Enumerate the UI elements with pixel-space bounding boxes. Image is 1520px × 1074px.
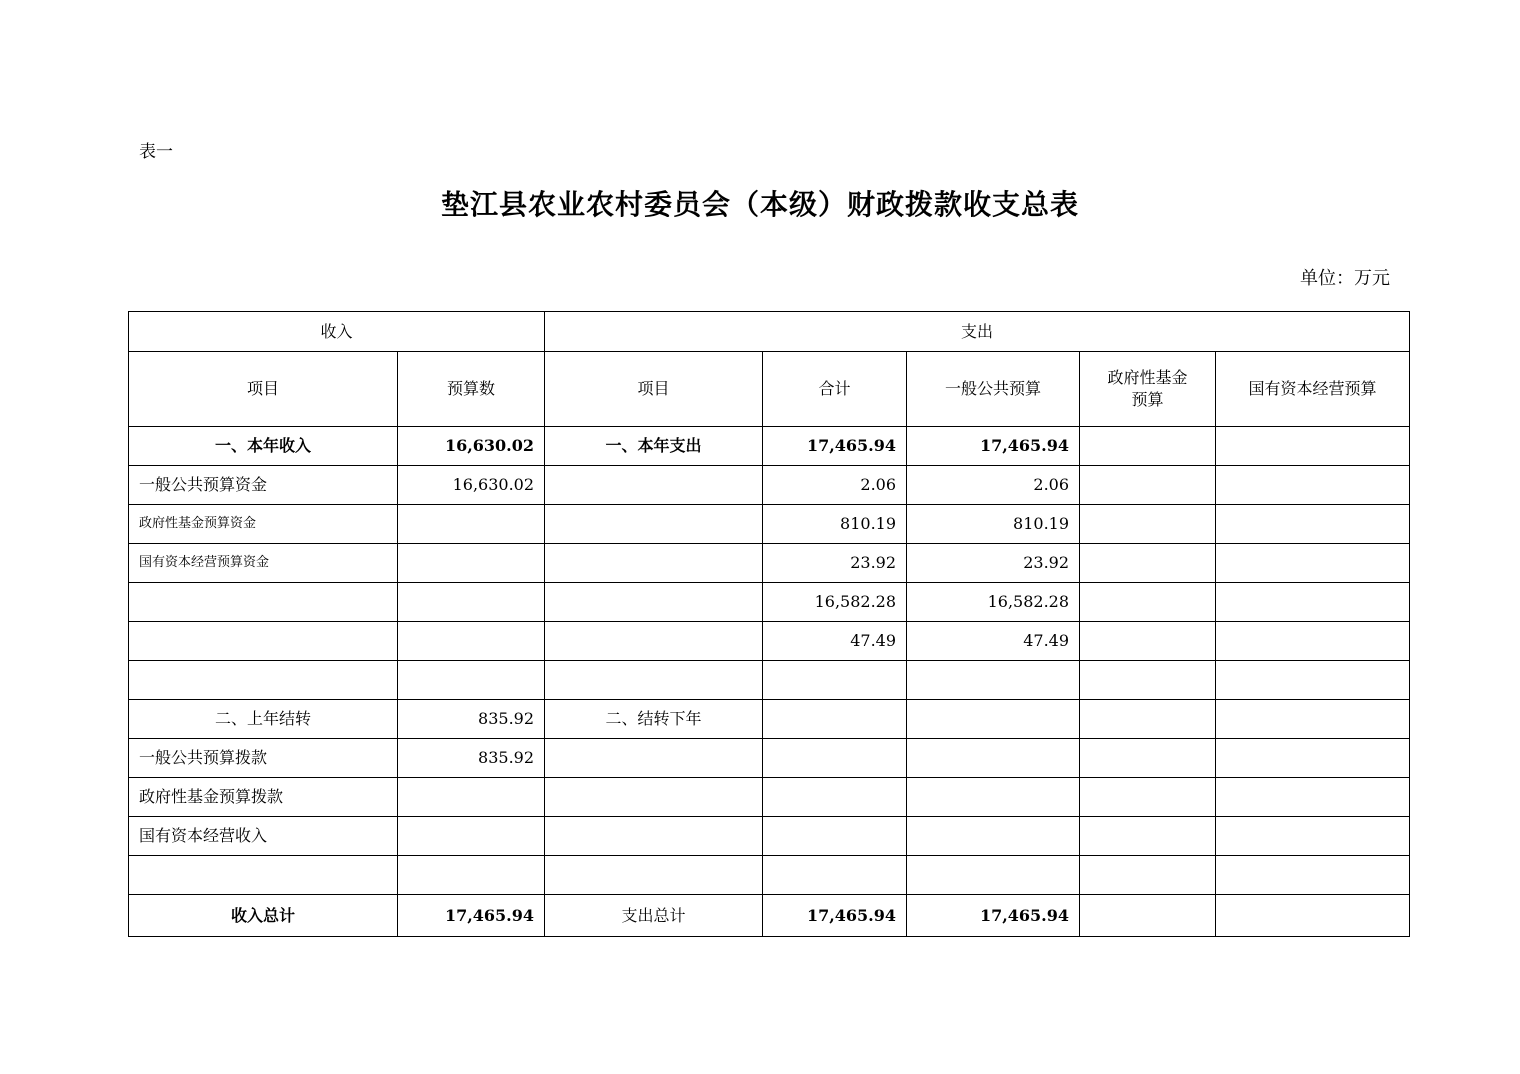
total-amount <box>763 856 907 895</box>
total-amount: 23.92 <box>763 544 907 583</box>
table-row <box>129 622 1410 661</box>
col-income-budget: 预算数 <box>398 352 545 427</box>
table-row <box>129 466 1410 505</box>
capital-amount <box>1216 739 1410 778</box>
expense-item: 二、结转下年 <box>545 700 763 739</box>
income-item <box>129 661 398 700</box>
fund-amount <box>1080 661 1216 700</box>
table-row <box>129 583 1410 622</box>
income-amount <box>398 583 545 622</box>
income-amount <box>398 778 545 817</box>
income-item: 政府性基金预算拨款 <box>129 778 398 817</box>
income-item: 国有资本经营预算资金 <box>129 544 398 583</box>
general-amount <box>907 700 1080 739</box>
table-label: 表一 <box>139 142 173 162</box>
income-amount <box>398 505 545 544</box>
income-total-label: 收入总计 <box>129 895 398 937</box>
col-general-public: 一般公共预算 <box>907 352 1080 427</box>
capital-amount <box>1216 505 1410 544</box>
total-amount <box>763 817 907 856</box>
expense-item <box>545 817 763 856</box>
total-amount: 810.19 <box>763 505 907 544</box>
col-total: 合计 <box>763 352 907 427</box>
general-amount: 17,465.94 <box>907 427 1080 466</box>
budget-summary-table <box>128 311 1410 937</box>
group-header-row <box>129 312 1410 352</box>
expense-item <box>545 661 763 700</box>
totals-row <box>129 895 1410 937</box>
expense-item <box>545 505 763 544</box>
general-amount: 47.49 <box>907 622 1080 661</box>
fund-amount <box>1080 583 1216 622</box>
capital-amount <box>1216 778 1410 817</box>
income-item: 二、上年结转 <box>129 700 398 739</box>
total-amount: 16,582.28 <box>763 583 907 622</box>
fund-amount <box>1080 856 1216 895</box>
capital-amount <box>1216 583 1410 622</box>
income-item: 政府性基金预算资金 <box>129 505 398 544</box>
expense-item <box>545 778 763 817</box>
table-row <box>129 817 1410 856</box>
expense-total-label: 支出总计 <box>545 895 763 937</box>
general-amount <box>907 778 1080 817</box>
table-row <box>129 544 1410 583</box>
income-amount: 16,630.02 <box>398 466 545 505</box>
table-row <box>129 661 1410 700</box>
total-amount <box>763 739 907 778</box>
income-item <box>129 622 398 661</box>
total-amount: 17,465.94 <box>763 427 907 466</box>
capital-amount <box>1216 622 1410 661</box>
page-title: 垫江县农业农村委员会（本级）财政拨款收支总表 <box>440 188 1079 221</box>
general-amount <box>907 661 1080 700</box>
fund-amount <box>1080 505 1216 544</box>
capital-amount <box>1216 817 1410 856</box>
general-amount: 16,582.28 <box>907 583 1080 622</box>
table-row <box>129 778 1410 817</box>
expense-item <box>545 544 763 583</box>
expense-group-header: 支出 <box>545 312 1410 352</box>
general-amount: 810.19 <box>907 505 1080 544</box>
income-item <box>129 583 398 622</box>
income-amount: 835.92 <box>398 700 545 739</box>
income-item <box>129 856 398 895</box>
capital-amount <box>1216 700 1410 739</box>
income-amount <box>398 856 545 895</box>
income-amount <box>398 817 545 856</box>
capital-amount <box>1216 661 1410 700</box>
col-expense-item: 项目 <box>545 352 763 427</box>
expense-item <box>545 856 763 895</box>
capital-amount <box>1216 544 1410 583</box>
table-row <box>129 739 1410 778</box>
table-row <box>129 856 1410 895</box>
general-amount <box>907 739 1080 778</box>
fund-amount <box>1080 739 1216 778</box>
general-amount: 2.06 <box>907 466 1080 505</box>
total-amount <box>763 700 907 739</box>
col-gov-fund: 政府性基金预算 <box>1080 352 1216 427</box>
fund-amount <box>1080 544 1216 583</box>
income-item: 国有资本经营收入 <box>129 817 398 856</box>
col-income-item: 项目 <box>129 352 398 427</box>
expense-total-fund <box>1080 895 1216 937</box>
column-header-row <box>129 352 1410 427</box>
capital-amount <box>1216 427 1410 466</box>
table-row <box>129 700 1410 739</box>
income-amount: 16,630.02 <box>398 427 545 466</box>
expense-item: 一、本年支出 <box>545 427 763 466</box>
expense-item <box>545 622 763 661</box>
unit-label: 单位：万元 <box>1300 268 1390 289</box>
total-amount <box>763 778 907 817</box>
expense-total-general: 17,465.94 <box>907 895 1080 937</box>
capital-amount <box>1216 466 1410 505</box>
fund-amount <box>1080 817 1216 856</box>
income-amount <box>398 622 545 661</box>
expense-total-amount: 17,465.94 <box>763 895 907 937</box>
income-amount <box>398 661 545 700</box>
fund-amount <box>1080 700 1216 739</box>
income-total-amount: 17,465.94 <box>398 895 545 937</box>
income-item: 一般公共预算拨款 <box>129 739 398 778</box>
expense-item <box>545 739 763 778</box>
income-item: 一、本年收入 <box>129 427 398 466</box>
general-amount <box>907 856 1080 895</box>
total-amount <box>763 661 907 700</box>
table-row <box>129 427 1410 466</box>
income-amount <box>398 544 545 583</box>
expense-total-capital <box>1216 895 1410 937</box>
general-amount: 23.92 <box>907 544 1080 583</box>
col-state-capital: 国有资本经营预算 <box>1216 352 1410 427</box>
fund-amount <box>1080 778 1216 817</box>
general-amount <box>907 817 1080 856</box>
total-amount: 47.49 <box>763 622 907 661</box>
income-group-header: 收入 <box>129 312 545 352</box>
income-amount: 835.92 <box>398 739 545 778</box>
total-amount: 2.06 <box>763 466 907 505</box>
expense-item <box>545 583 763 622</box>
fund-amount <box>1080 427 1216 466</box>
capital-amount <box>1216 856 1410 895</box>
fund-amount <box>1080 466 1216 505</box>
income-item: 一般公共预算资金 <box>129 466 398 505</box>
fund-amount <box>1080 622 1216 661</box>
table-row <box>129 505 1410 544</box>
expense-item <box>545 466 763 505</box>
